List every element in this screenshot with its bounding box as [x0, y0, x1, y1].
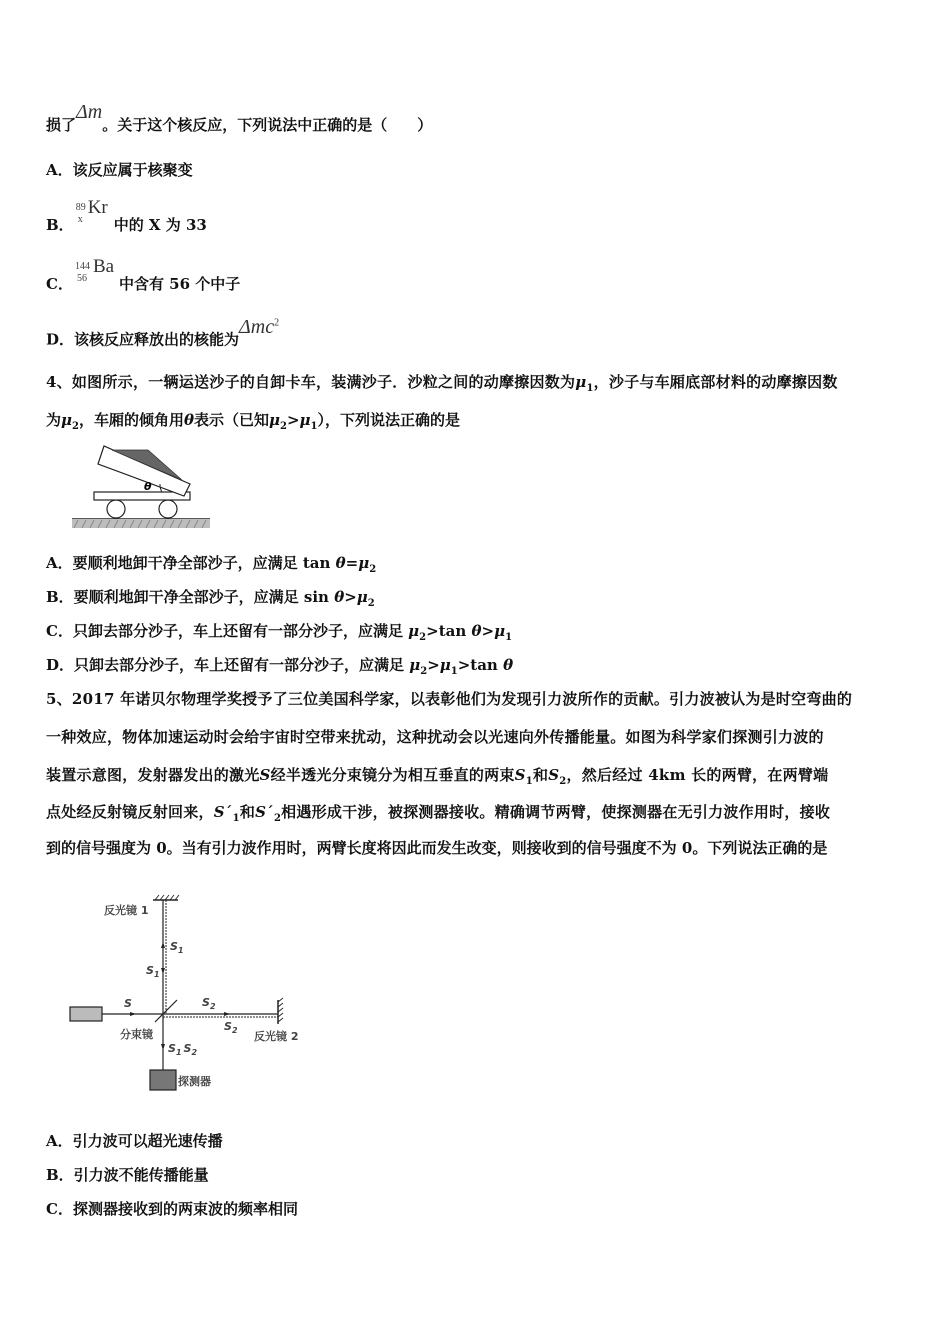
mu-symbol: μ — [356, 588, 368, 606]
s2-index: 2 — [191, 1048, 198, 1057]
q4-line1-a: 4、如图所示，一辆运送沙子的自卸卡车，装满沙子．沙粒之间的动摩擦因数为 — [46, 373, 576, 391]
q5-option-a: A．引力波可以超光速传播 — [46, 1132, 223, 1150]
q5-stem-line4 — [46, 802, 830, 829]
q5-line3-b: 经半透光分束镜分为相互垂直的两束 — [270, 766, 515, 784]
theta-symbol: θ — [334, 588, 345, 606]
s2-letter: S — [202, 996, 210, 1009]
equals-sign: = — [345, 554, 359, 572]
splitter-label: 分束镜 — [120, 1028, 153, 1041]
s-symbol: S — [259, 766, 271, 784]
theta-symbol: θ — [471, 622, 482, 640]
q3-option-b-text: 中的 X 为 33 — [113, 216, 207, 234]
s1-s2-label — [168, 1042, 197, 1057]
subscript-1: 1 — [450, 666, 458, 677]
s1-label — [146, 964, 160, 979]
kr-atomic-number: x — [77, 214, 83, 225]
q4-line2-a: 为 — [46, 411, 62, 429]
exponent-2: 2 — [274, 317, 280, 328]
laser-emitter — [70, 1007, 102, 1021]
q4-stem-line1 — [46, 372, 838, 399]
theta-symbol: θ — [503, 656, 514, 674]
subscript-1: 1 — [310, 421, 318, 432]
kr-symbol: Kr — [87, 197, 108, 218]
theta-symbol: θ — [183, 411, 194, 429]
mirror-2-label: 反光镜 2 — [254, 1030, 299, 1043]
s2-prime-symbol: S — [255, 803, 267, 821]
q4-option-b — [46, 587, 375, 614]
q3-lead-text: 损了 — [46, 116, 77, 134]
s1-index: 1 — [175, 1048, 182, 1057]
q3-option-c-text: 中含有 56 个中子 — [118, 275, 241, 293]
s1-prime-letter: S — [170, 940, 178, 953]
q5-stem-line3 — [46, 765, 828, 792]
greater-than: > — [344, 588, 357, 606]
subscript-2: 2 — [369, 564, 377, 575]
subscript-2: 2 — [367, 598, 375, 609]
greater-than: > — [481, 622, 495, 640]
s2-prime-letter: S — [224, 1020, 232, 1033]
s2-label — [202, 996, 216, 1011]
mu-symbol: μ — [575, 373, 587, 391]
arrow-up-icon — [161, 942, 165, 948]
mu-symbol: μ — [408, 622, 420, 640]
truck-wheel-rear — [107, 500, 125, 518]
q4-line2-c: 表示（已知 — [194, 411, 270, 429]
kr-mass-number: 89 — [75, 202, 86, 213]
ground — [72, 519, 210, 528]
dump-truck-figure — [70, 440, 215, 532]
arrow-right-icon — [224, 1012, 230, 1016]
q5-line3-c: ，然后经过 4km 长的两臂，在两臂端 — [566, 766, 829, 784]
ba-atomic-number: 56 — [76, 273, 87, 284]
kr-isotope — [74, 197, 114, 234]
and-word: 和 — [532, 766, 549, 784]
q4-option-d — [46, 655, 513, 682]
subscript-2: 2 — [280, 421, 287, 432]
arrow-down-icon — [161, 1044, 165, 1050]
s1-letter: S — [146, 964, 154, 977]
prime-mark: ´ — [224, 803, 233, 821]
s1-letter: S — [168, 1042, 176, 1055]
s1-symbol: S — [514, 766, 526, 784]
q5-line4-a: 点处经反射镜反射回来， — [46, 803, 214, 821]
q3-option-a: A．该反应属于核聚变 — [46, 161, 193, 179]
subscript-2: 2 — [72, 421, 79, 432]
q3-option-d-text: D．该核反应释放出的核能为 — [46, 330, 240, 349]
q5-line4-b: 相遇形成干涉，被探测器接收。精确调节两臂，使探测器在无引力波作用时，接收 — [281, 803, 831, 821]
ba-mass-number: 144 — [74, 261, 90, 272]
mu-symbol: μ — [269, 411, 280, 429]
s2-prime-index: 2 — [231, 1026, 238, 1035]
q3-option-d — [46, 315, 280, 350]
subscript-1: 1 — [232, 813, 240, 824]
q4-option-d-text: D．只卸去部分沙子，车上还留有一部分沙子，应满足 — [46, 656, 410, 674]
q5-option-b: B．引力波不能传播能量 — [46, 1166, 209, 1184]
s1-prime-index: 1 — [177, 946, 184, 955]
subscript-2: 2 — [419, 632, 427, 643]
subscript-1: 1 — [505, 632, 513, 643]
q3-option-c-label: C． — [46, 275, 73, 293]
mu-symbol: μ — [494, 622, 506, 640]
mu-symbol: μ — [439, 656, 451, 674]
q4-option-c-mid: >tan — [426, 622, 472, 640]
q5-stem-line5: 到的信号强度为 0。当有引力波作用时，两臂长度将因此而发生改变，则接收到的信号强度不为 0。下列说法正确的是 — [46, 839, 828, 857]
q4-option-c-text: C．只卸去部分沙子，车上还留有一部分沙子，应满足 — [46, 622, 409, 640]
s-beam-label: S — [124, 997, 132, 1010]
greater-than: > — [286, 411, 300, 429]
ba-symbol: Ba — [92, 256, 115, 277]
q3-question-text: 。关于这个核反应，下列说法中正确的是（ ） — [102, 116, 433, 134]
s2-letter: S — [183, 1042, 192, 1055]
q5-line3-a: 装置示意图，发射器发出的激光 — [46, 766, 260, 784]
s1-prime-label — [170, 940, 184, 955]
q3-option-b-label: B． — [46, 216, 74, 234]
detector-box — [150, 1070, 176, 1090]
theta-label: θ — [144, 480, 152, 493]
q4-option-a-text: A．要顺利地卸干净全部沙子，应满足 tan — [46, 554, 336, 572]
s2-index: 2 — [209, 1002, 216, 1011]
q4-line2-d: ），下列说法正确的是 — [317, 411, 461, 429]
q3-option-b — [46, 197, 207, 235]
subscript-2: 2 — [420, 666, 428, 677]
q4-line2-b: ，车厢的倾角用 — [78, 411, 184, 429]
delta-mc-text: Δmc — [239, 315, 275, 338]
q3-option-c — [46, 256, 241, 294]
q4-option-c — [46, 621, 512, 648]
q4-line1-b: ，沙子与车厢底部材料的动摩擦因数 — [593, 373, 838, 391]
arrow-down-icon — [161, 968, 165, 974]
subscript-1: 1 — [525, 776, 533, 787]
detector-label: 探测器 — [178, 1075, 211, 1088]
delta-mc2-formula — [239, 316, 279, 338]
s1-prime-symbol: S — [213, 803, 225, 821]
mu-symbol: μ — [409, 656, 421, 674]
q5-option-c: C．探测器接收到的两束波的频率相同 — [46, 1200, 298, 1218]
mu-symbol: μ — [61, 411, 72, 429]
prime-mark: ´ — [266, 803, 274, 821]
q4-stem-line2 — [46, 410, 460, 437]
q3-stem — [46, 101, 433, 135]
q4-option-a — [46, 553, 376, 580]
mirror-1-label: 反光镜 1 — [104, 904, 149, 917]
and-word: 和 — [239, 803, 256, 821]
s1-index: 1 — [153, 970, 160, 979]
greater-than: > — [427, 656, 440, 674]
q5-stem-line2: 一种效应，物体加速运动时会给宇宙时空带来扰动，这种扰动会以光速向外传播能量。如图为科学家们探测引力波的 — [46, 728, 824, 746]
q4-option-b-text: B．要顺利地卸干净全部沙子，应满足 sin — [46, 588, 335, 606]
subscript-2: 2 — [273, 813, 282, 824]
arrow-right-icon — [130, 1012, 136, 1016]
q5-stem-line1: 5、2017 年诺贝尔物理学奖授予了三位美国科学家，以表彰他们为发现引力波所作的贡献。引力波被认为是时空弯曲的 — [46, 690, 853, 708]
mu-symbol: μ — [299, 411, 311, 429]
subscript-2: 2 — [559, 776, 567, 787]
truck-wheel-front — [159, 500, 177, 518]
ba-isotope — [73, 256, 119, 293]
s2-symbol: S — [548, 766, 560, 784]
s2-prime-label — [224, 1020, 238, 1035]
subscript-1: 1 — [586, 383, 594, 394]
mu-symbol: μ — [358, 554, 370, 572]
q4-option-d-end: >tan — [457, 656, 504, 674]
delta-m-symbol: Δm — [76, 101, 103, 123]
interferometer-figure — [66, 890, 316, 1095]
theta-symbol: θ — [335, 554, 346, 572]
